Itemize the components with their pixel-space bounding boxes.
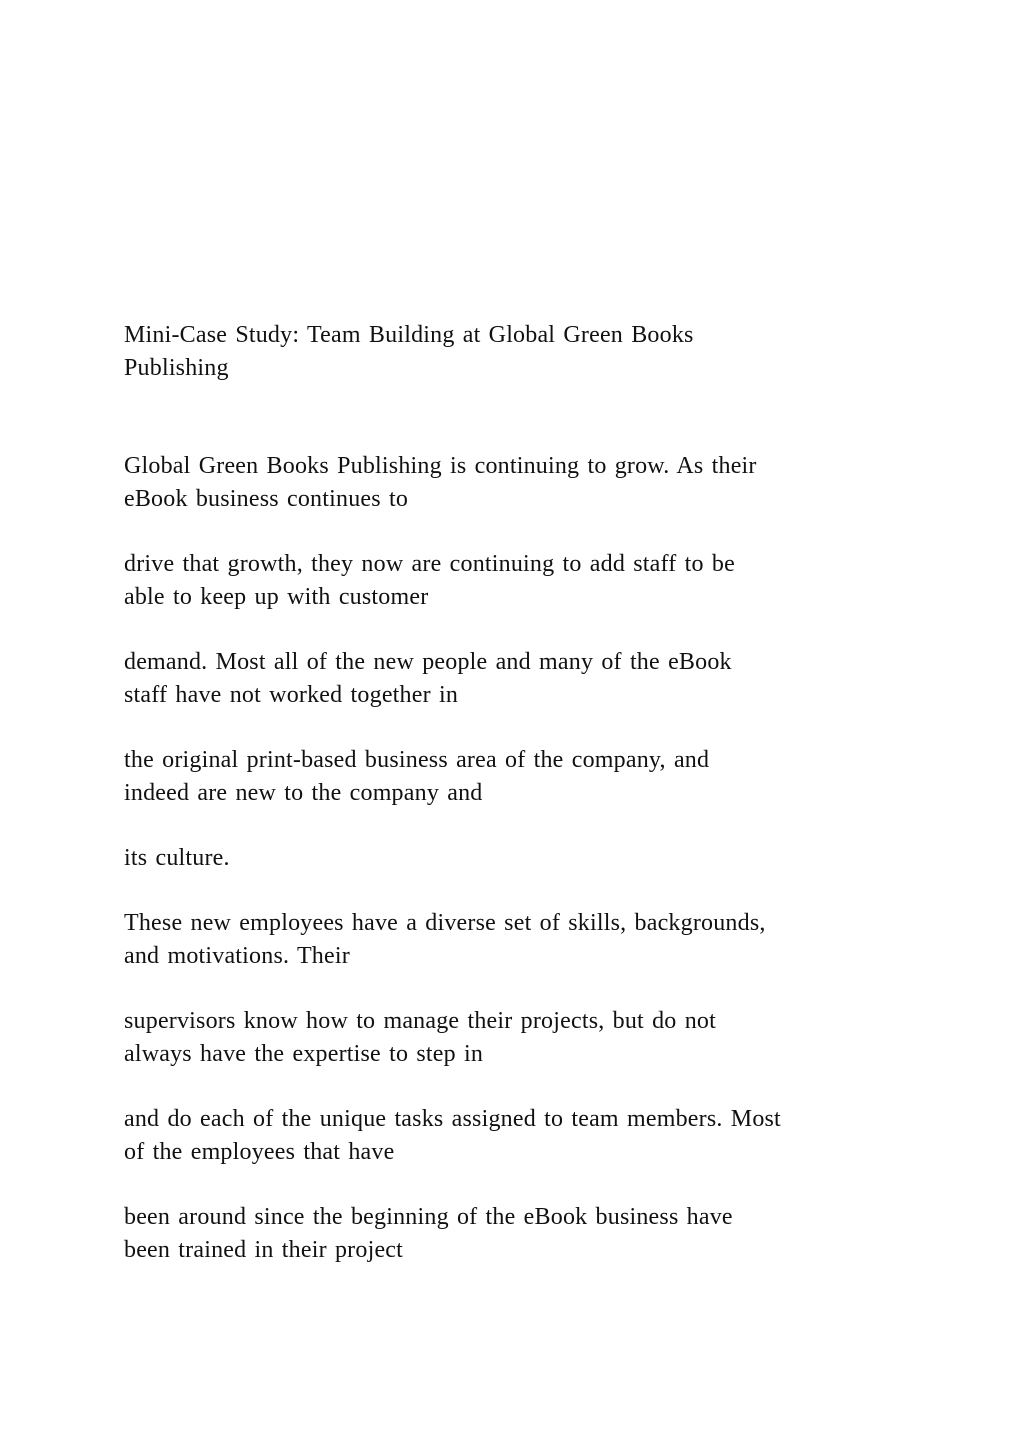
paragraph-8-line-2: of the employees that have <box>124 1139 395 1165</box>
paragraph-1-line-2: eBook business continues to <box>124 486 409 512</box>
paragraph-3-line-1: demand. Most all of the new people and many of the eBook <box>124 649 732 675</box>
paragraph-7-line-1: supervisors know how to manage their projects, but do not <box>124 1008 716 1034</box>
paragraph-1-line-1: Global Green Books Publishing is continuing to grow. As their <box>124 453 757 479</box>
paragraph-3-line-2: staff have not worked together in <box>124 682 459 708</box>
paragraph-8-line-1: and do each of the unique tasks assigned to team members. Most <box>124 1106 781 1132</box>
paragraph-2-line-1: drive that growth, they now are continuing to add staff to be <box>124 551 735 577</box>
paragraph-6-line-2: and motivations. Their <box>124 943 350 969</box>
paragraph-9-line-2: been trained in their project <box>124 1237 404 1263</box>
paragraph-9-line-1: been around since the beginning of the eBook business have <box>124 1204 733 1230</box>
paragraph-4-line-2: indeed are new to the company and <box>124 780 483 806</box>
paragraph-7-line-2: always have the expertise to step in <box>124 1041 484 1067</box>
document-title-line-1: Mini-Case Study: Team Building at Global Green Books <box>124 322 694 348</box>
paragraph-5-line-1: its culture. <box>124 845 230 871</box>
document-title-line-2: Publishing <box>124 355 229 381</box>
paragraph-4-line-1: the original print-based business area of the company, and <box>124 747 710 773</box>
paragraph-6-line-1: These new employees have a diverse set of skills, backgrounds, <box>124 910 766 936</box>
paragraph-2-line-2: able to keep up with customer <box>124 584 429 610</box>
